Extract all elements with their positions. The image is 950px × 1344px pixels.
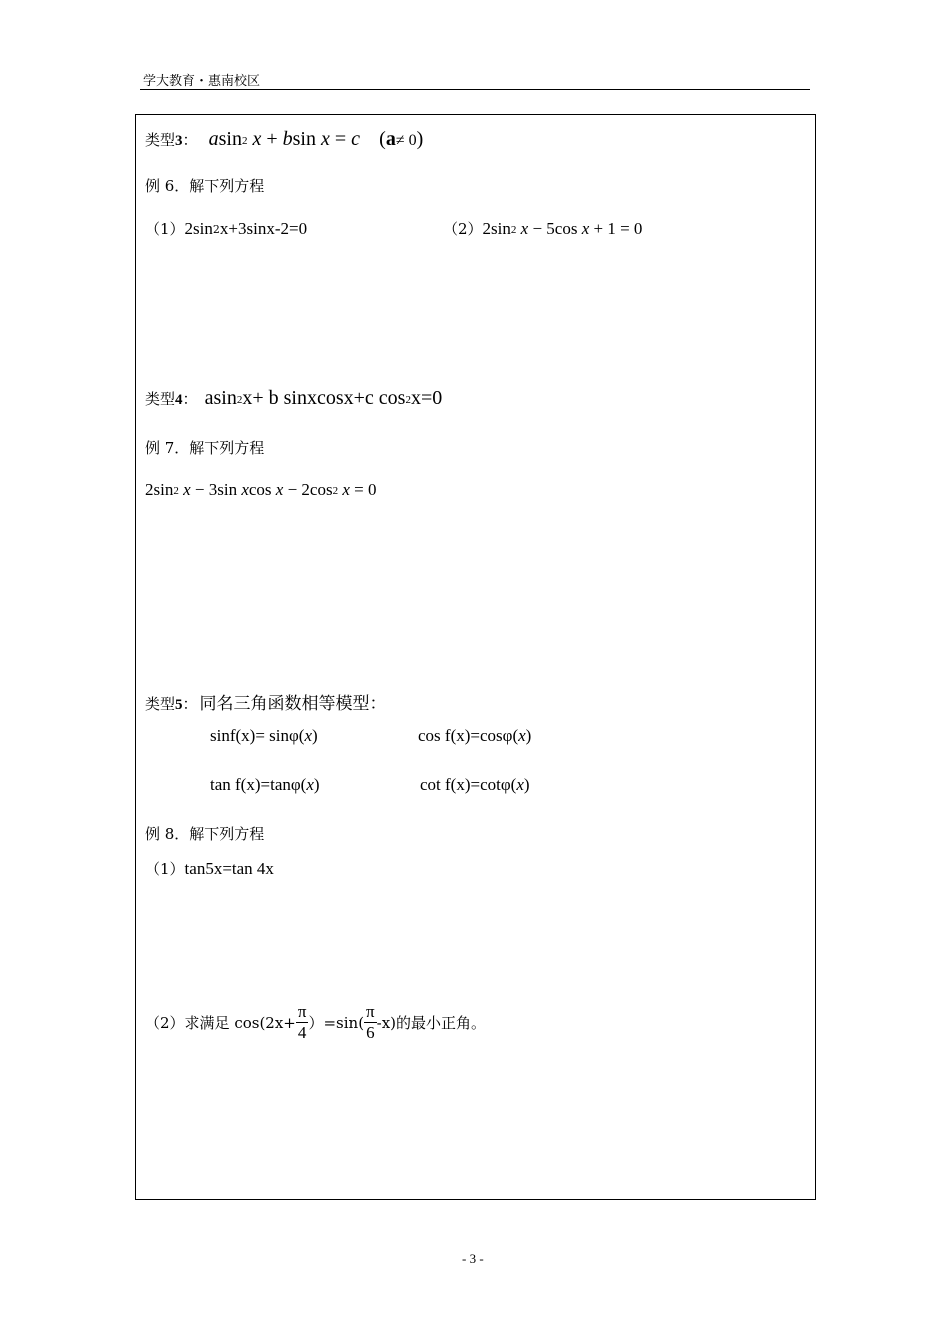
example8-title: 例 8．解下列方程	[145, 825, 265, 843]
fraction-pi-over-4: $\frac{\pi}{4}$	[297, 1002, 307, 1042]
type3-heading	[145, 128, 423, 151]
model-cos: cos f(x)=cosφ(x)	[418, 726, 532, 745]
model-sin: sinf(x)= sinφ(x)	[210, 726, 318, 745]
header-divider	[140, 89, 810, 90]
model-cot: cot f(x)=cotφ(x)	[420, 775, 530, 794]
type5-description: 同名三角函数相等模型：	[199, 694, 387, 714]
type3-label: 类型	[145, 131, 176, 149]
fraction-pi-over-6: $\frac{\pi}{6}$	[366, 1002, 375, 1042]
type3-number: 3	[175, 133, 183, 149]
example8-part1: （1）tan5x=tan 4x	[145, 859, 274, 878]
example6-part2: $(2)2\sin^2$ x − 5cos x + 1 = 0	[443, 219, 643, 238]
example8-part2: （2）求满足 cos(2x+ $\frac{\pi}{4}$ ）=sin( $\frac{\pi}{6}$ -x)的最小正角。	[145, 1002, 487, 1042]
type3-formula: asin$^2$ x + bsin x = c	[208, 128, 361, 150]
header-title: 学大教育・惠南校区	[143, 74, 261, 89]
example6-title: 例 6．解下列方程	[145, 177, 265, 195]
model-tan: tan f(x)=tanφ(x)	[210, 775, 320, 794]
example7-equation: $2\sin^2$ x − 3sin xcos $x - 2\cos^2$ x = 0	[145, 480, 377, 499]
example6-part1: $(1)2\sin^2x+3\sin x-2=0$	[145, 219, 308, 238]
type4-heading: 类型4： asin$^2$x+ b sinxcosx+c $\cos^2x=0$	[145, 387, 443, 409]
type3-condition: (a≠ 0)	[379, 128, 424, 150]
type3-colon: ：	[182, 131, 198, 149]
type5-heading: 类型5： 同名三角函数相等模型：	[145, 694, 387, 714]
type4-formula: asin$^2$x+ b sinxcosx+c $\cos^2x=0$	[204, 387, 443, 409]
example7-title: 例 7．解下列方程	[145, 439, 265, 457]
page-number: - 3 -	[462, 1251, 484, 1266]
